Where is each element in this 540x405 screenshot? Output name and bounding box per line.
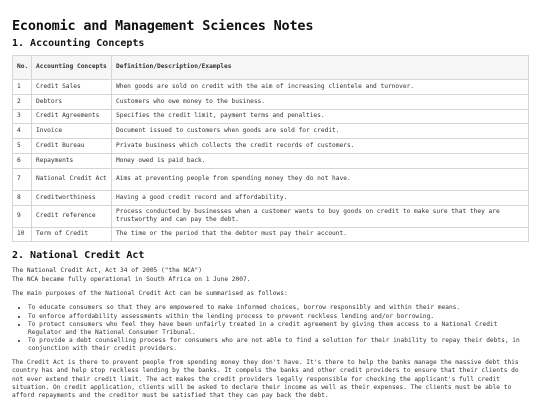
row-number: 1 bbox=[13, 80, 32, 95]
concept-name: Credit Agreements bbox=[32, 109, 112, 124]
concept-name: Creditworthiness bbox=[32, 190, 112, 205]
concept-definition: Customers who owe money to the business. bbox=[112, 94, 529, 109]
row-number: 10 bbox=[13, 227, 32, 242]
concept-name: Repayments bbox=[32, 153, 112, 168]
table-row bbox=[13, 190, 529, 205]
page-title: Economic and Management Sciences Notes bbox=[12, 18, 314, 34]
act-date-line: The NCA became fully operational in South Africa on 1 June 2007. bbox=[12, 275, 251, 283]
act-intro-line: The National Credit Act, Act 34 of 2005 ("the NCA") bbox=[12, 267, 202, 275]
row-number: 2 bbox=[13, 94, 32, 109]
concept-definition: Process conducted by businesses when a customer wants to buy goods on credit to make sure that they are trustworthy and can pay the debt. bbox=[112, 205, 529, 227]
list-item: • To educate consumers so that they are empowered to make informed choices, borrow responsibly and within their means. bbox=[28, 304, 530, 312]
column-header-no: No. bbox=[13, 56, 32, 80]
concept-name: Credit Bureau bbox=[32, 139, 112, 154]
row-number: 4 bbox=[13, 124, 32, 139]
row-number: 8 bbox=[13, 190, 32, 205]
purposes-intro: The main purposes of the National Credit Act can be summarised as follows: bbox=[12, 290, 288, 298]
concept-definition: Money owed is paid back. bbox=[112, 153, 529, 168]
row-number: 6 bbox=[13, 153, 32, 168]
table-row bbox=[13, 80, 529, 95]
table-header-row bbox=[13, 56, 529, 80]
section-heading-accounting-concepts: 1. Accounting Concepts bbox=[12, 38, 145, 49]
concept-name: Credit Sales bbox=[32, 80, 112, 95]
concept-name: Debtors bbox=[32, 94, 112, 109]
national-credit-act-section bbox=[12, 250, 530, 400]
table-row bbox=[13, 94, 529, 109]
closing-paragraph: The Credit Act is there to prevent people from spending money they don't have. It's there to help the banks manage the massive debt this country has and help stop reckless lending by the banks. It compels the banks and other credit providers to ensure that their clients do not ever extend their credit limit. The act makes the credit providers legally responsible for checking the applicant's full credit situation. On credit application, clients will be asked to declare their income as well as their expenses. The clients must be able to afford repayments and the creditor must be satisfied that they can pay back the debt. bbox=[12, 358, 519, 400]
column-header-concept: Accounting Concepts bbox=[32, 56, 112, 80]
list-item: • To enforce affordability assessments within the lending process to prevent reckless lending and/or borrowing. bbox=[28, 313, 530, 321]
row-number: 7 bbox=[13, 168, 32, 190]
concept-definition: When goods are sold on credit with the aim of increasing clientele and turnover. bbox=[112, 80, 529, 95]
concept-definition: Having a good credit record and affordability. bbox=[112, 190, 529, 205]
table-row bbox=[13, 205, 529, 227]
purposes-list bbox=[12, 304, 530, 352]
concept-name: Invoice bbox=[32, 124, 112, 139]
concept-name: National Credit Act bbox=[32, 168, 112, 190]
table-row bbox=[13, 109, 529, 124]
act-intro-paragraph bbox=[12, 267, 530, 284]
row-number: 3 bbox=[13, 109, 32, 124]
concept-definition: Aims at preventing people from spending money they do not have. bbox=[112, 168, 529, 190]
section-heading-national-credit-act: 2. National Credit Act bbox=[12, 250, 145, 262]
column-header-definition: Definition/Description/Examples bbox=[112, 56, 529, 80]
concept-definition: Specifies the credit limit, payment terms and penalties. bbox=[112, 109, 529, 124]
concept-definition: Private business which collects the credit records of customers. bbox=[112, 139, 529, 154]
row-number: 5 bbox=[13, 139, 32, 154]
accounting-concepts-table bbox=[12, 55, 529, 242]
concept-name: Term of Credit bbox=[32, 227, 112, 242]
table-row bbox=[13, 153, 529, 168]
concept-definition: Document issued to customers when goods are sold for credit. bbox=[112, 124, 529, 139]
table-row bbox=[13, 124, 529, 139]
list-item: • To protect consumers who feel they have been unfairly treated in a credit agreement by giving them access to a National Credit Regulator and the National Consumer Tribunal. bbox=[28, 321, 530, 337]
concept-definition: The time or the period that the debtor must pay their account. bbox=[112, 227, 529, 242]
row-number: 9 bbox=[13, 205, 32, 227]
list-item: • To provide a debt counselling process for consumers who are not able to find a solution for their inability to repay their debts, in conjunction with their credit providers. bbox=[28, 337, 530, 353]
table-row bbox=[13, 139, 529, 154]
table-row bbox=[13, 168, 529, 190]
table-row bbox=[13, 227, 529, 242]
concept-name: Credit reference bbox=[32, 205, 112, 227]
